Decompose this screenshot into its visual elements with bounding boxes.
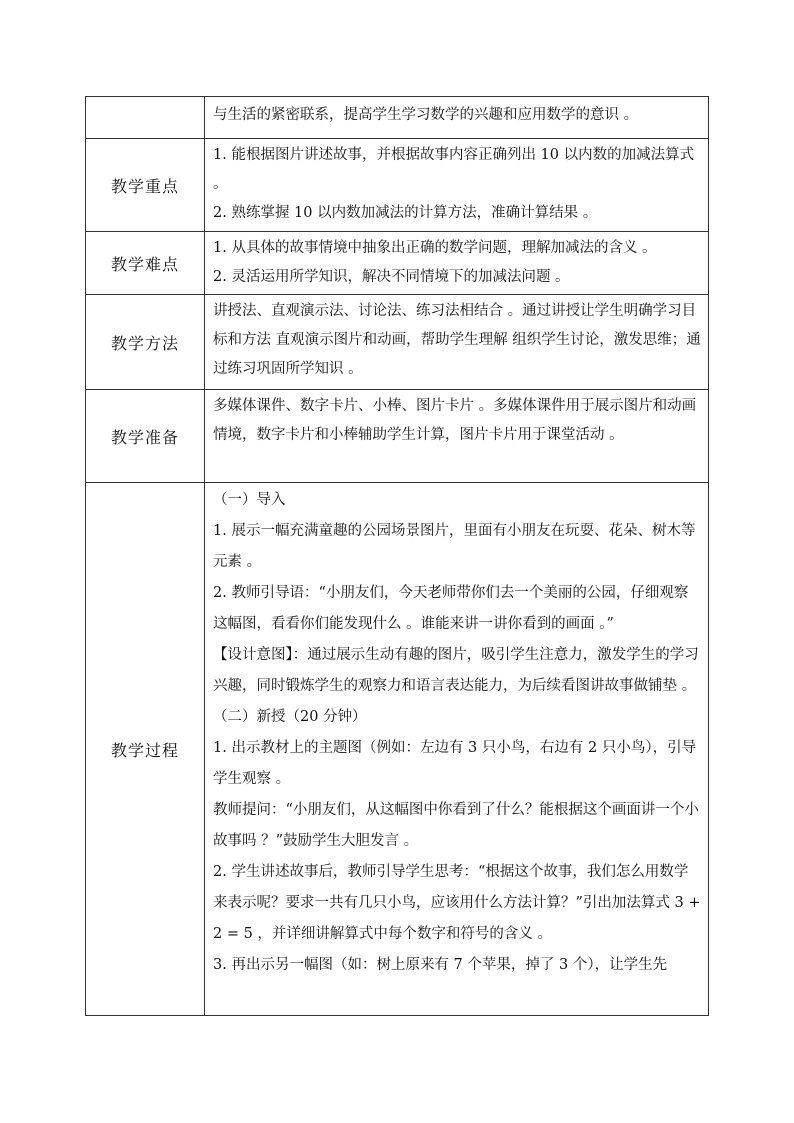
key-point-2: 2. 熟练掌握 10 以内数加减法的计算方法，准确计算结果 。	[213, 205, 598, 221]
continuation-line: 与生活的紧密联系，提高学生学习数学的兴趣和应用数学的意识 。	[213, 107, 639, 123]
row-label-process: 教学过程	[86, 483, 205, 1016]
process-paragraph: 1. 展示一幅充满童趣的公园场景图片，里面有小朋友在玩耍、花朵、树木等元素 。	[213, 523, 696, 570]
section-heading-intro: （一）导入	[213, 492, 286, 508]
difficulty-1: 1. 从具体的故事情境中抽象出正确的数学问题，理解加减法的含义 。	[213, 240, 657, 256]
methods-content	[205, 295, 709, 390]
process-paragraph: 2. 教师引导语：“小朋友们，今天老师带你们去一个美丽的公园，仔细观察这幅图，看看你们能发现什么 。谁能来讲一讲你看到的画面 。”	[213, 585, 689, 632]
table-row-difficulties	[86, 232, 709, 295]
table-row-preparation	[86, 390, 709, 483]
methods-text: 讲授法、直观演示法、讨论法、练习法相结合 。通过讲授让学生明确学习目标和方法 直观演示图片和动画，帮助学生理解 组织学生讨论，激发思维；通过练习巩固所学知识 。	[213, 303, 701, 377]
difficulty-2: 2. 灵活运用所学知识，解决不同情境下的加减法问题 。	[213, 269, 570, 285]
design-intent-paragraph: 【设计意图】：通过展示生动有趣的图片，吸引学生注意力，激发学生的学习兴趣，同时锻炼学生的观察力和语言表达能力，为后续看图讲故事做铺垫 。	[213, 647, 699, 694]
process-paragraph: 2. 学生讲述故事后，教师引导学生思考：“根据这个故事，我们怎么用数学来表示呢？要求一共有几只小鸟，应该用什么方法计算？”引出加法算式 3 + 2 = 5 ，并详细讲解算式中每个数字和符号的含义 。	[213, 864, 701, 942]
preparation-content	[205, 390, 709, 483]
table-row-continuation	[86, 97, 709, 139]
process-paragraph: 1. 出示教材上的主题图（例如：左边有 3 只小鸟，右边有 2 只小鸟），引导学生观察 。	[213, 740, 697, 787]
lesson-plan-table	[85, 96, 709, 1016]
key-points-content	[205, 139, 709, 232]
table-row-key-points	[86, 139, 709, 232]
key-point-1: 1. 能根据图片讲述故事，并根据故事内容正确列出 10 以内数的加减法算式 。	[213, 147, 695, 192]
process-paragraph: 教师提问：“小朋友们，从这幅图中你看到了什么？能根据这个画面讲一个小故事吗 ？”鼓励学生大胆发言 。	[213, 802, 699, 849]
row-label-key-points: 教学重点	[86, 139, 205, 232]
preparation-text: 多媒体课件、数字卡片、小棒、图片卡片 。多媒体课件用于展示图片和动画情境，数字卡片和小棒辅助学生计算，图片卡片用于课堂活动 。	[213, 398, 697, 443]
row-label-difficulties: 教学难点	[86, 232, 205, 295]
continuation-content	[205, 97, 709, 139]
process-paragraph: 3. 再出示另一幅图（如：树上原来有 7 个苹果，掉了 3 个），让学生先	[213, 957, 668, 973]
process-content	[205, 483, 709, 1016]
row-label-preparation: 教学准备	[86, 390, 205, 483]
section-heading-new-lesson: （二）新授（20 分钟）	[213, 709, 367, 725]
row-label-methods: 教学方法	[86, 295, 205, 390]
table-row-methods	[86, 295, 709, 390]
difficulties-content	[205, 232, 709, 295]
table-row-process	[86, 483, 709, 1016]
row-label-empty	[86, 97, 205, 139]
